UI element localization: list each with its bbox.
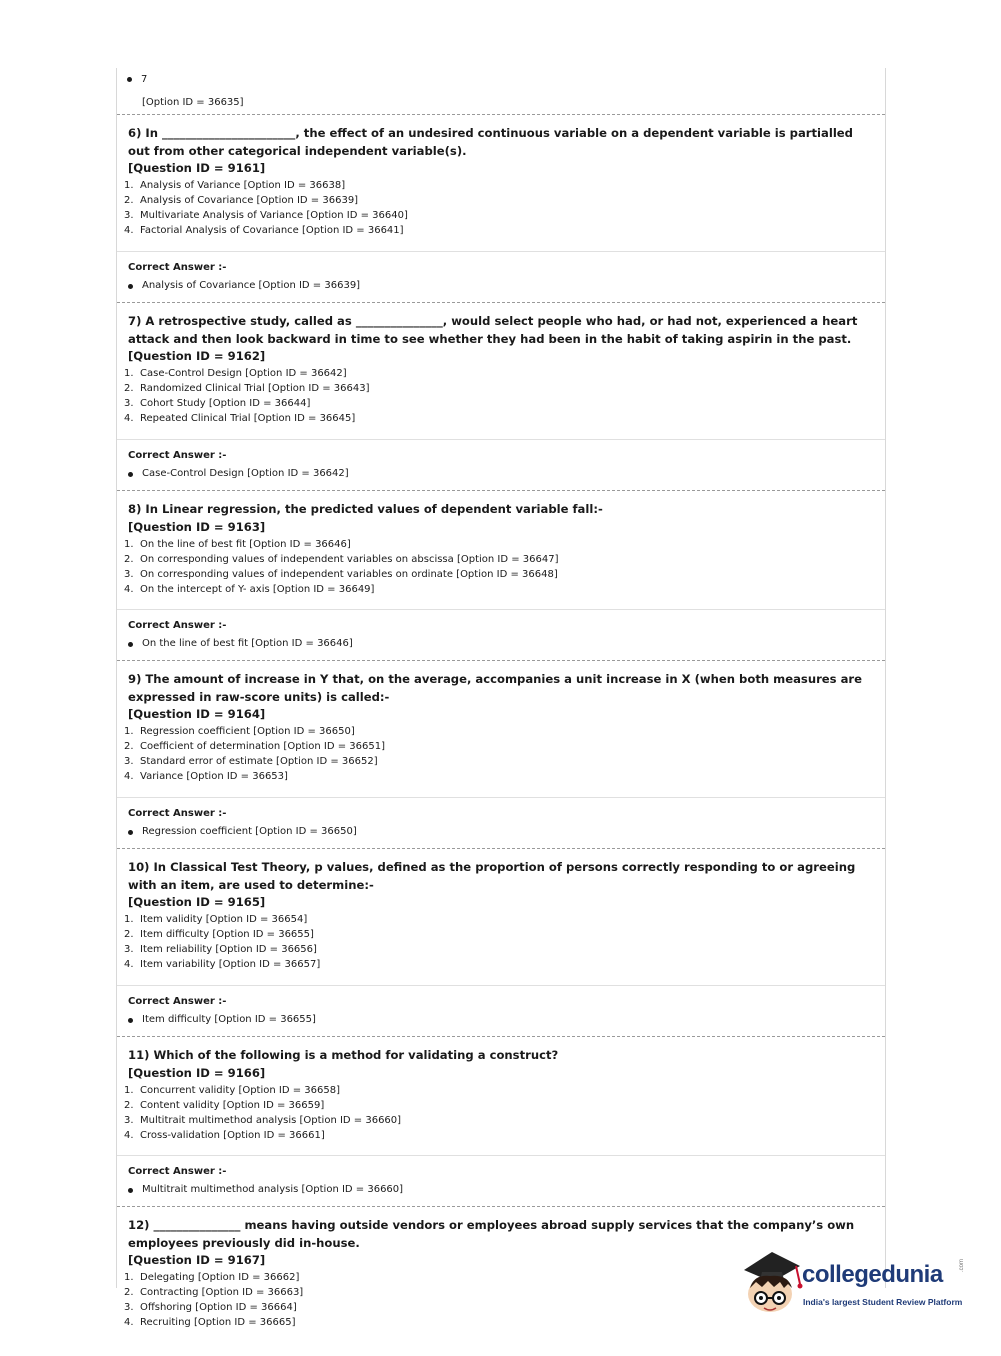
- option-item: [124, 739, 873, 754]
- option-text: Factorial Analysis of Covariance [Option ID = 36641]: [140, 225, 404, 237]
- correct-answer-text: Analysis of Covariance [Option ID = 36639]: [142, 280, 361, 291]
- option-text: Coefficient of determination [Option ID = 36651]: [140, 741, 385, 753]
- option-number: 3.: [124, 1114, 134, 1126]
- previous-question-tail: [117, 68, 885, 114]
- option-number: 4.: [124, 959, 134, 971]
- option-list: [124, 178, 873, 238]
- option-number: 4.: [124, 583, 134, 595]
- answer-block: [117, 1156, 885, 1206]
- option-number: 2.: [124, 929, 134, 941]
- option-number: 4.: [124, 1129, 134, 1141]
- option-text: Offshoring [Option ID = 36664]: [140, 1302, 297, 1314]
- question-block: [117, 849, 885, 985]
- option-number: 2.: [124, 741, 134, 753]
- option-item: [124, 223, 873, 238]
- question-id: [Question ID = 9161]: [128, 161, 266, 176]
- correct-answer-label: Correct Answer :-: [128, 450, 227, 461]
- option-text: Cross-validation [Option ID = 36661]: [140, 1129, 325, 1141]
- option-number: 2.: [124, 195, 134, 207]
- option-number: 3.: [124, 568, 134, 580]
- option-text: Item validity [Option ID = 36654]: [140, 914, 308, 926]
- correct-answer-text: Case-Control Design [Option ID = 36642]: [142, 468, 349, 479]
- option-number: 3.: [124, 756, 134, 768]
- option-text: Randomized Clinical Trial [Option ID = 36643]: [140, 383, 370, 395]
- option-list: [124, 366, 873, 426]
- question-text: 12) _______________ means having outside vendors or employees abroad supply services that the company’s own employees previously did in-house.: [128, 1218, 855, 1250]
- previous-option: [127, 72, 885, 86]
- correct-answer: [128, 279, 885, 293]
- option-number: 2.: [124, 1099, 134, 1111]
- correct-answer: [128, 637, 885, 651]
- correct-answer-text: On the line of best fit [Option ID = 36646]: [142, 638, 353, 649]
- question-text: 6) In _______________________, the effect of an undesired continuous variable on a dependent variable is partialled out from other categorical independent variable(s).: [128, 126, 853, 158]
- option-item: [124, 582, 873, 597]
- option-text: Standard error of estimate [Option ID = 36652]: [140, 756, 378, 768]
- option-item: [124, 1083, 873, 1098]
- question-text: 11) Which of the following is a method for validating a construct?: [128, 1048, 559, 1062]
- option-item: [124, 1098, 873, 1113]
- bullet-icon: [128, 1188, 133, 1193]
- option-item: [124, 193, 873, 208]
- correct-answer: [128, 825, 885, 839]
- option-item: [124, 942, 873, 957]
- question-id: [Question ID = 9164]: [128, 707, 266, 722]
- bullet-icon: [127, 77, 132, 82]
- answer-block: [117, 252, 885, 302]
- brand-suffix: .com: [959, 1258, 965, 1272]
- option-text: On the line of best fit [Option ID = 36646]: [140, 538, 351, 550]
- option-item: [124, 411, 873, 426]
- option-item: [124, 396, 873, 411]
- option-item: [124, 754, 873, 769]
- question-id: [Question ID = 9166]: [128, 1065, 266, 1080]
- option-text: Content validity [Option ID = 36659]: [140, 1099, 325, 1111]
- option-text: Recruiting [Option ID = 36665]: [140, 1317, 296, 1329]
- option-text: Analysis of Covariance [Option ID = 36639]: [140, 195, 359, 207]
- question-id: [Question ID = 9162]: [128, 349, 266, 364]
- correct-answer: [128, 467, 885, 481]
- option-item: [124, 381, 873, 396]
- brand-name: collegedunia: [802, 1261, 943, 1288]
- option-item: [124, 912, 873, 927]
- option-text: Item reliability [Option ID = 36656]: [140, 944, 317, 956]
- option-item: [124, 537, 873, 552]
- option-list: [124, 1083, 873, 1143]
- option-item: [124, 1113, 873, 1128]
- bullet-icon: [128, 642, 133, 647]
- question-id: [Question ID = 9165]: [128, 895, 266, 910]
- option-text: Multivariate Analysis of Variance [Option ID = 36640]: [140, 210, 408, 222]
- option-item: [124, 724, 873, 739]
- option-text: Item difficulty [Option ID = 36655]: [140, 929, 314, 941]
- option-number: 2.: [124, 553, 134, 565]
- option-text: On the intercept of Y- axis [Option ID = 36649]: [140, 583, 375, 595]
- question-text: 7) A retrospective study, called as _______________, would select people who had, or had not, experienced a heart attack and then look backward in time to see whether they had been in the habit of taking aspirin in the past.: [128, 314, 858, 346]
- option-item: [124, 208, 873, 223]
- question-id: [Question ID = 9163]: [128, 519, 266, 534]
- correct-answer-label: Correct Answer :-: [128, 262, 227, 273]
- question-block: [117, 1037, 885, 1155]
- previous-option-text: 7: [141, 73, 148, 85]
- option-item: [124, 366, 873, 381]
- option-number: 2.: [124, 383, 134, 395]
- option-text: Analysis of Variance [Option ID = 36638]: [140, 180, 346, 192]
- option-text: Repeated Clinical Trial [Option ID = 36645]: [140, 413, 356, 425]
- question-block: [117, 115, 885, 251]
- bullet-icon: [128, 284, 133, 289]
- option-number: 3.: [124, 944, 134, 956]
- correct-answer-text: Multitrait multimethod analysis [Option ID = 36660]: [142, 1184, 404, 1195]
- option-number: 2.: [124, 1287, 134, 1299]
- option-number: 1.: [124, 1272, 134, 1284]
- option-number: 1.: [124, 180, 134, 192]
- option-number: 3.: [124, 1302, 134, 1314]
- correct-answer-text: Item difficulty [Option ID = 36655]: [142, 1014, 316, 1025]
- option-item: [124, 957, 873, 972]
- option-list: [124, 912, 873, 972]
- correct-answer-label: Correct Answer :-: [128, 1166, 227, 1177]
- option-number: 1.: [124, 914, 134, 926]
- option-text: Contracting [Option ID = 36663]: [140, 1287, 304, 1299]
- bullet-icon: [128, 472, 133, 477]
- question-text: 9) The amount of increase in Y that, on the average, accompanies a unit increase in X (when both measures are expressed in raw-score units) is called:-: [128, 672, 862, 704]
- option-text: Regression coefficient [Option ID = 36650]: [140, 726, 355, 738]
- option-number: 1.: [124, 538, 134, 550]
- option-text: Case-Control Design [Option ID = 36642]: [140, 368, 347, 380]
- answer-block: [117, 440, 885, 490]
- previous-option-id: [Option ID = 36635]: [142, 97, 244, 108]
- correct-answer-label: Correct Answer :-: [128, 996, 227, 1007]
- question-text: 10) In Classical Test Theory, p values, defined as the proportion of persons correctly responding to or agreeing with an item, are used to determine:-: [128, 860, 856, 892]
- option-number: 4.: [124, 771, 134, 783]
- correct-answer: [128, 1183, 885, 1197]
- option-text: Variance [Option ID = 36653]: [140, 771, 288, 783]
- answer-block: [117, 798, 885, 848]
- option-number: 1.: [124, 368, 134, 380]
- option-list: [124, 724, 873, 784]
- option-item: [124, 567, 873, 582]
- option-item: [124, 178, 873, 193]
- option-text: Cohort Study [Option ID = 36644]: [140, 398, 311, 410]
- option-number: 1.: [124, 726, 134, 738]
- option-text: Multitrait multimethod analysis [Option ID = 36660]: [140, 1114, 402, 1126]
- option-text: Item variability [Option ID = 36657]: [140, 959, 321, 971]
- question-block: [117, 491, 885, 609]
- correct-answer-text: Regression coefficient [Option ID = 36650]: [142, 826, 357, 837]
- option-number: 1.: [124, 1084, 134, 1096]
- option-list: [124, 537, 873, 597]
- option-item: [124, 769, 873, 784]
- option-item: [124, 927, 873, 942]
- correct-answer: [128, 1013, 885, 1027]
- option-item: [124, 552, 873, 567]
- option-number: 4.: [124, 225, 134, 237]
- question-block: [117, 661, 885, 797]
- correct-answer-label: Correct Answer :-: [128, 620, 227, 631]
- option-text: Delegating [Option ID = 36662]: [140, 1272, 300, 1284]
- option-number: 3.: [124, 398, 134, 410]
- option-number: 4.: [124, 1317, 134, 1329]
- question-block: [117, 303, 885, 439]
- brand-tagline: India's largest Student Review Platform: [803, 1297, 963, 1307]
- option-text: On corresponding values of independent variables on abscissa [Option ID = 36647]: [140, 553, 559, 565]
- question-text: 8) In Linear regression, the predicted values of dependent variable fall:-: [128, 502, 603, 516]
- option-text: On corresponding values of independent variables on ordinate [Option ID = 36648]: [140, 568, 558, 580]
- correct-answer-label: Correct Answer :-: [128, 808, 227, 819]
- option-number: 4.: [124, 413, 134, 425]
- answer-block: [117, 610, 885, 660]
- answer-block: [117, 986, 885, 1036]
- bullet-icon: [128, 830, 133, 835]
- option-text: Concurrent validity [Option ID = 36658]: [140, 1084, 340, 1096]
- bullet-icon: [128, 1018, 133, 1023]
- option-number: 3.: [124, 210, 134, 222]
- option-item: [124, 1128, 873, 1143]
- question-id: [Question ID = 9167]: [128, 1253, 266, 1268]
